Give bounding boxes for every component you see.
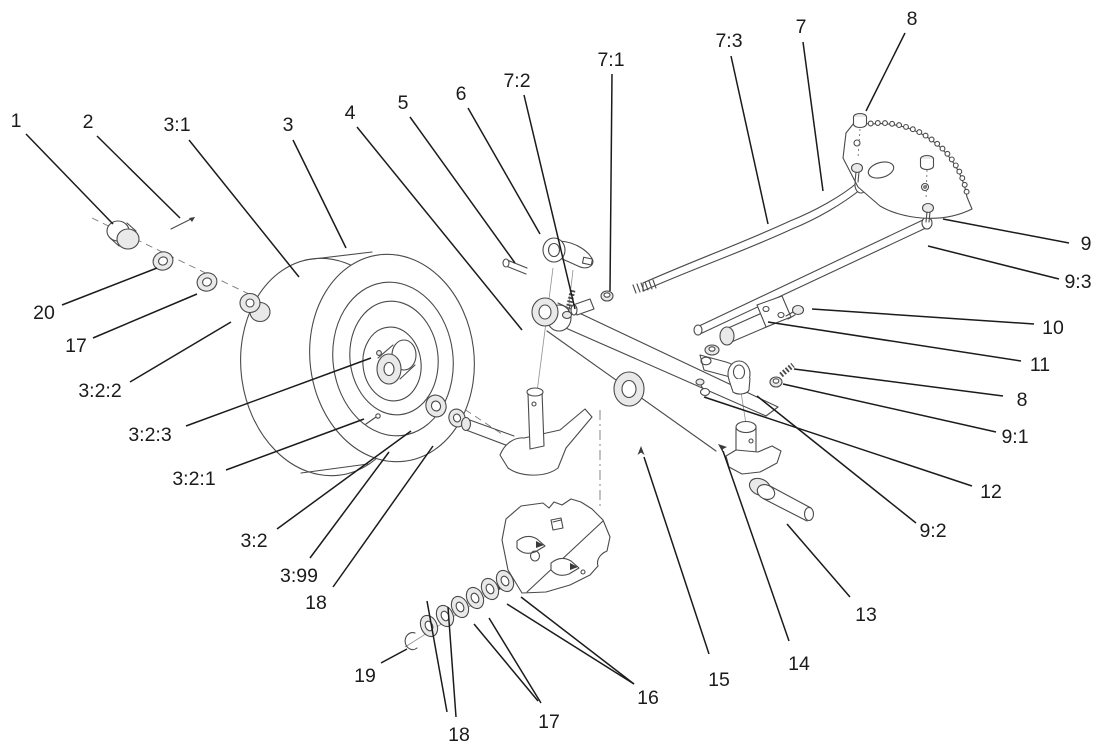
gear-tooth [917, 130, 922, 135]
leader-line [381, 649, 407, 663]
leader-line [93, 294, 197, 338]
callout-label: 3:2:2 [78, 379, 122, 402]
gear-tooth [910, 127, 915, 132]
leader-line [787, 524, 850, 597]
leader-line [130, 322, 231, 382]
callout-label: 8 [906, 7, 918, 30]
gear-tooth [890, 121, 895, 126]
leader-line [468, 108, 540, 234]
callout-label: 10 [1042, 316, 1064, 339]
leader-line [97, 136, 180, 218]
gear-tooth [953, 163, 958, 168]
callout-label: 17 [538, 710, 560, 733]
leader-line [474, 624, 538, 701]
callout-label: 3 [282, 113, 294, 136]
gear-tooth [945, 151, 950, 156]
gear-tooth [923, 133, 928, 138]
callout-label: 9:1 [1001, 425, 1029, 448]
leader-line [943, 219, 1069, 243]
leader-line [768, 322, 1021, 361]
leader-line [644, 457, 709, 654]
gear-tooth [897, 123, 902, 128]
callout-label: 9 [1080, 232, 1092, 255]
cotter-pin [171, 217, 195, 229]
leader-line [812, 309, 1034, 324]
hub-cap [107, 221, 139, 249]
callout-label: 3:2:1 [172, 467, 216, 490]
leader-line [489, 618, 541, 703]
leader-line [521, 597, 634, 684]
gear-tooth [957, 169, 962, 174]
callout-label: 18 [305, 591, 327, 614]
callout-label: 20 [33, 301, 55, 324]
right-spindle [718, 422, 814, 522]
gear-tooth [929, 137, 934, 142]
leader-line [293, 140, 346, 248]
grease-bolt [696, 379, 710, 396]
leader-line [524, 95, 575, 309]
gear-tooth [960, 176, 965, 181]
e-clip-19 [405, 633, 417, 650]
callout-label: 12 [980, 480, 1002, 503]
hub-bolt [377, 351, 382, 356]
gear-tooth [904, 125, 909, 130]
callout-label: 5 [397, 91, 409, 114]
callout-label: 7:1 [597, 48, 625, 71]
leader-line [189, 140, 299, 277]
callout-label: 6 [455, 82, 467, 105]
callout-label: 3:2 [240, 529, 268, 552]
leader-line [507, 604, 634, 684]
flange-nut-11 [705, 345, 719, 355]
callout-label: 17 [65, 334, 87, 357]
leader-line [866, 33, 905, 111]
gear-tooth [875, 121, 880, 126]
callout-label: 19 [354, 664, 376, 687]
callout-label: 9:2 [919, 519, 947, 542]
wheel-assembly [228, 245, 486, 486]
leader-line [928, 246, 1059, 279]
arrow-15 [638, 446, 645, 455]
callout-label: 7:2 [503, 69, 531, 92]
drag-link [694, 217, 932, 335]
gear-tooth [964, 189, 969, 194]
right-steering-arm [696, 345, 793, 396]
callout-label: 3:2:3 [128, 423, 172, 446]
callout-label: 3:1 [163, 113, 191, 136]
callout-label: 15 [708, 668, 730, 691]
leader-line [62, 268, 157, 305]
leader-line [410, 117, 515, 263]
callout-layer [11, 8, 1092, 746]
callout-label: 14 [788, 652, 810, 675]
spring-pin-8 [781, 365, 793, 375]
gear-tooth [940, 146, 945, 151]
callout-label: 1 [10, 109, 22, 132]
callout-label: 2 [82, 110, 94, 133]
leader-line [803, 42, 823, 191]
gear-tooth [883, 121, 888, 126]
left-spindle [462, 388, 593, 475]
callout-label: 13 [855, 603, 877, 626]
tie-rod [643, 177, 867, 291]
callout-label: 7 [795, 15, 807, 38]
leader-line [794, 369, 1003, 396]
callout-label: 4 [344, 101, 356, 124]
callout-label: 11 [1029, 353, 1051, 376]
gear-tooth [868, 121, 873, 126]
washer-17-left [195, 270, 220, 294]
leader-line [610, 74, 612, 291]
hex-nut-9-1 [770, 377, 782, 387]
gear-tooth [935, 141, 940, 146]
callout-label: 18 [448, 723, 470, 746]
gear-tooth [962, 182, 967, 187]
callout-label: 3:99 [280, 564, 318, 587]
callout-label: 7:3 [715, 29, 743, 52]
callout-label: 16 [637, 686, 659, 709]
callout-label: 9:3 [1064, 270, 1092, 293]
leader-line [731, 56, 768, 224]
leader-line [26, 134, 113, 224]
jam-nut [601, 291, 613, 301]
pivot-pin [720, 296, 791, 345]
gear-tooth [949, 157, 954, 162]
callout-label: 8 [1016, 388, 1028, 411]
roll-pin [503, 259, 527, 274]
left-steering-arm [543, 238, 593, 268]
